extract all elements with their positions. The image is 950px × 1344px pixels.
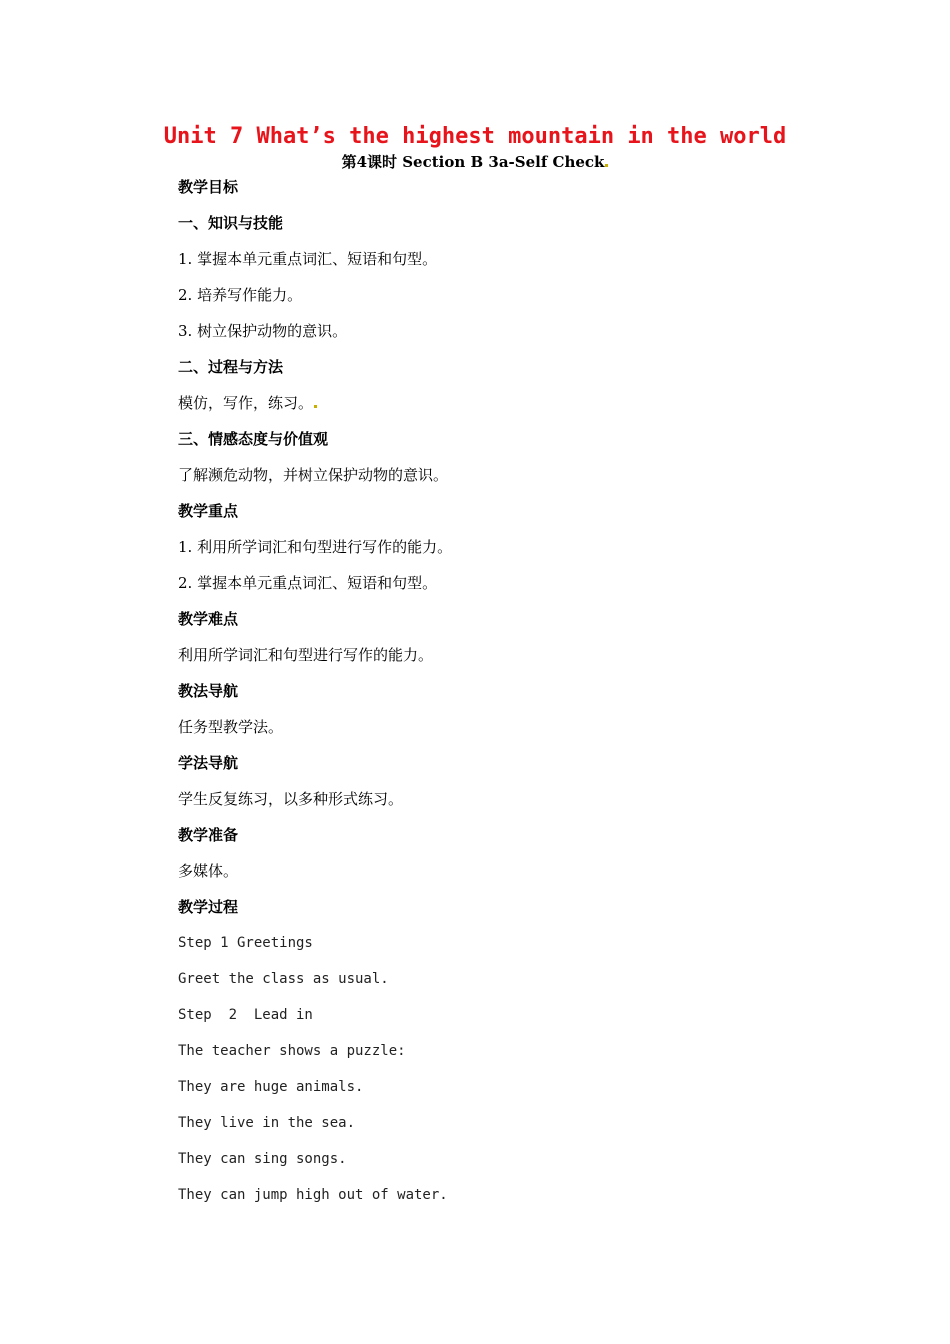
english-line: Step 2 Lead in [178, 1007, 313, 1023]
section-heading: 教学难点 [178, 610, 239, 628]
body-line: 了解濒危动物，并树立保护动物的意识。 [178, 466, 449, 484]
document-subtitle [0, 150, 950, 174]
english-line: They live in the sea. [178, 1115, 356, 1131]
body-line: 2. 培养写作能力。 [178, 286, 303, 304]
body-line: 任务型教学法。 [178, 718, 284, 736]
body-line: 1. 利用所学词汇和句型进行写作的能力。 [178, 538, 453, 556]
body-line: 3. 树立保护动物的意识。 [178, 322, 348, 340]
body-line: 1. 掌握本单元重点词汇、短语和句型。 [178, 250, 438, 268]
english-line: The teacher shows a puzzle: [178, 1043, 406, 1059]
section-heading: 三、情感态度与价值观 [178, 430, 329, 448]
section-heading: 教学目标 [178, 178, 239, 196]
section-heading: 一、知识与技能 [178, 214, 284, 232]
english-line: They can sing songs. [178, 1151, 347, 1167]
body-line-text: 模仿，写作，练习。 [178, 394, 314, 412]
edit-mark-icon [314, 405, 317, 408]
section-heading: 教学准备 [178, 826, 239, 844]
document-title: Unit 7 What’s the highest mountain in the world [163, 124, 787, 149]
body-line: 多媒体。 [178, 862, 239, 880]
section-heading: 教学重点 [178, 502, 239, 520]
english-line: They can jump high out of water. [178, 1187, 448, 1203]
body-line: 2. 掌握本单元重点词汇、短语和句型。 [178, 574, 438, 592]
section-heading: 教法导航 [178, 682, 239, 700]
body-line [178, 390, 878, 426]
lesson-plan-body [178, 174, 878, 1218]
body-line: 学生反复练习，以多种形式练习。 [178, 790, 404, 808]
english-line: Greet the class as usual. [178, 971, 389, 987]
body-line: 利用所学词汇和句型进行写作的能力。 [178, 646, 434, 664]
english-line: They are huge animals. [178, 1079, 364, 1095]
section-heading: 教学过程 [178, 898, 239, 916]
section-heading: 二、过程与方法 [178, 358, 284, 376]
edit-mark-icon [605, 164, 608, 167]
english-line: Step 1 Greetings [178, 935, 313, 951]
section-heading: 学法导航 [178, 754, 239, 772]
document-subtitle-text: 第4课时 Section B 3a-Self Check [341, 153, 605, 171]
